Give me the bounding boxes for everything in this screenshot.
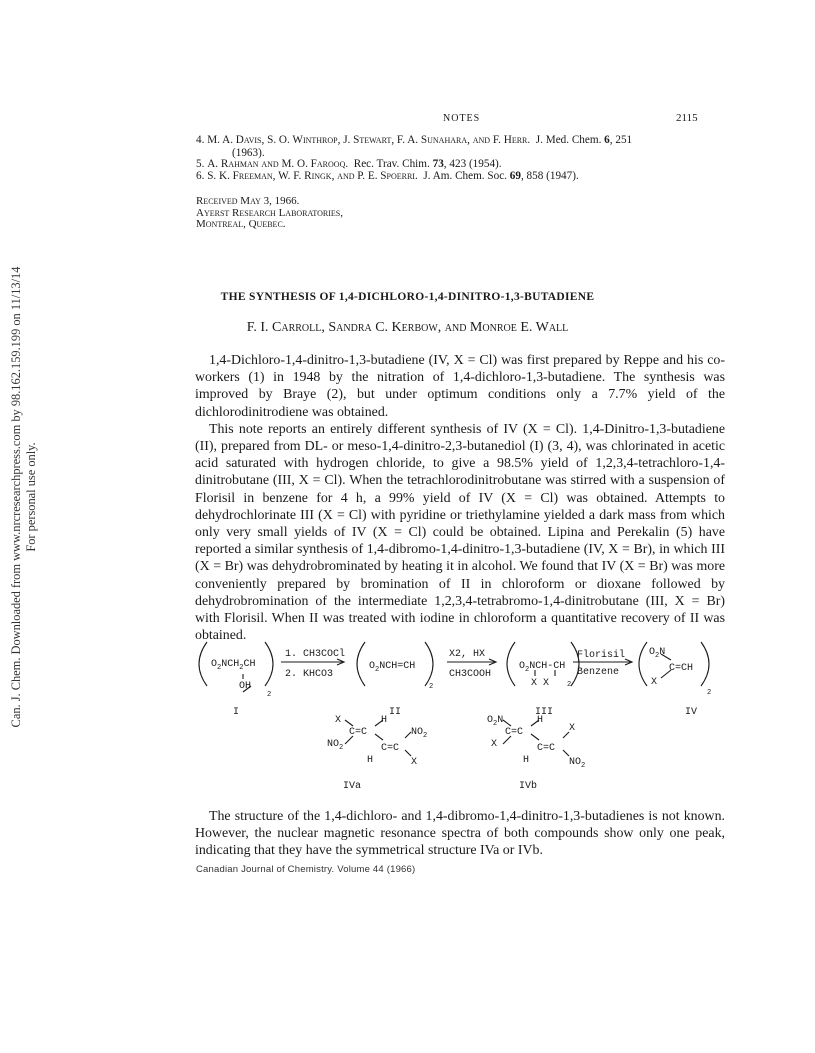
compound-iv-x: X — [651, 677, 658, 688]
compound-ii-formula: $O_2NCH=CH$ — [369, 661, 416, 674]
label-compound-iva: IVa — [343, 781, 362, 792]
reaction-scheme — [185, 640, 725, 810]
received-date: Received May 3, 1966. — [196, 195, 300, 207]
reference-year: (1947). — [546, 170, 579, 182]
reference-6 — [196, 170, 726, 183]
label-compound-ii: II — [389, 707, 402, 718]
compound-iv-no2: $O_2N$ — [649, 647, 666, 660]
bracket-i-left — [199, 642, 207, 686]
bracket-iii-right — [571, 642, 579, 686]
reference-pages: , 423 — [443, 158, 467, 170]
ivb-c2: C=C — [537, 743, 556, 754]
label-compound-iv: IV — [685, 707, 698, 718]
bracket-iv-left — [639, 642, 647, 686]
body-text-bottom — [195, 808, 725, 860]
reference-number: 4. — [196, 134, 205, 146]
bracket-ii-right — [425, 642, 433, 686]
compound-iv-subscript: 2 — [707, 689, 712, 697]
iva-h-bottom: H — [367, 755, 374, 766]
step-3-reagent-top: Florisil — [577, 650, 626, 661]
compound-iv-ccH: C=CH — [669, 663, 694, 674]
compound-iii-x: X X — [531, 678, 550, 689]
label-compound-iii: III — [535, 707, 554, 718]
paragraph-3: The structure of the 1,4-dichloro- and 1,4-dibromo-1,4-dinitro-1,3-butadienes is not known. However, the nuclear magnetic resonance spectra of both compounds show only one peak, indicating that they have the symmetrical structure IVa or IVb. — [195, 809, 725, 859]
step-1-reagent-top: 1. CH3COCl — [285, 649, 346, 660]
reference-number: 5. — [196, 158, 205, 170]
reference-volume: 69 — [509, 170, 521, 182]
ivb-h-top: H — [537, 715, 544, 726]
bracket-iv-right — [701, 642, 709, 686]
reference-volume: 6 — [604, 134, 610, 146]
received-city: Montreal, Quebec. — [196, 218, 286, 230]
reference-4 — [196, 134, 726, 159]
step-2-reagent-top: X2, HX — [449, 649, 486, 660]
iva-no2-right: $NO_2$ — [411, 727, 428, 740]
step-3-reagent-bottom: Benzene — [577, 667, 620, 678]
body-text-top — [195, 352, 725, 644]
download-notice-line1: Can. J. Chem. Downloaded from www.nrcresearchpress.com by 98.162.159.199 on 11/13/14 — [9, 266, 23, 728]
reference-pages: , 858 — [520, 170, 544, 182]
compound-ii-subscript: 2 — [429, 683, 434, 691]
bracket-ii-left — [357, 642, 365, 686]
compound-i-oh: OH — [239, 681, 252, 692]
download-notice-line2: For personal use only. — [24, 442, 38, 552]
iva-c1: C=C — [349, 727, 368, 738]
reference-journal: J. Am. Chem. Soc. — [423, 170, 507, 182]
reference-authors: A. Rahman and M. O. Farooq. — [207, 158, 349, 170]
ivb-x-right: X — [569, 723, 576, 734]
received-block — [196, 196, 343, 231]
journal-footer: Canadian Journal of Chemistry. Volume 44 (1966) — [196, 864, 416, 875]
reference-year: (1954). — [468, 158, 502, 170]
reference-volume: 73 — [432, 158, 444, 170]
received-lab: Ayerst Research Laboratories, — [196, 206, 344, 219]
iva-c2: C=C — [381, 743, 400, 754]
ivb-no2-bottom: $NO_2$ — [569, 757, 586, 770]
iva-no2-left: $NO_2$ — [327, 739, 344, 752]
iva-h-top: H — [381, 715, 388, 726]
label-compound-ivb: IVb — [519, 781, 538, 792]
compound-iii-formula: $O_2NCH-CH$ — [519, 661, 566, 674]
reference-journal: J. Med. Chem. — [535, 134, 602, 146]
ivb-c1: C=C — [505, 727, 524, 738]
reference-authors: S. K. Freeman, W. F. Ringk, and P. E. Spoerri. — [207, 170, 418, 182]
bracket-i-right — [265, 642, 273, 686]
reference-5 — [196, 158, 726, 171]
reference-journal: Rec. Trav. Chim. — [353, 158, 430, 170]
compound-i-subscript: 2 — [267, 691, 272, 699]
paragraph-2: This note reports an entirely different synthesis of IV (X = Cl). 1,4-Dinitro-1,3-butadiene (II), prepared from DL- or meso-1,4-dinitro-2,3-butanediol (I) (3, 4), was chlorinated in acetic acid saturated with hydrogen chloride, to give a 98.5% yield of 1,2,3,4-tetrachloro-1,4-dinitrobutane (III, X = Cl). When the tetrachlorodinitrobutane was stirred with a suspension of Florisil in benzene for 4 h, a 99% yield of IV (X = Cl) was obtained. Attempts to dehydrochlorinate III (X = Cl) with pyridine or triethylamine yielded a dark mass from which only very small yields of IV (X = Cl) could be obtained. Lipina and Perekalin (5) have reported a similar synthesis of 1,4-dibromo-1,4-dinitro-1,3-butadiene (IV, X = Br), in which III (X = Br) was dehydrobrominated by heating it in alcohol. We found that IV (X = Br) was more conveniently prepared by bromination of II in chloroform or dioxane followed by dehydrobromination of the intermediate 1,2,3,4-tetrabromo-1,4-dinitrobutane (III, X = Br) with Florisil. When II was treated with iodine in chloroform a quantitative recovery of II was obtained. — [195, 421, 725, 644]
step-2-reagent-bottom: CH3COOH — [449, 669, 492, 680]
compound-i-formula: $O_2NCH_2CH$ — [211, 659, 256, 672]
bracket-iii-left — [507, 642, 515, 686]
reference-authors: M. A. Davis, S. O. Winthrop, J. Stewart, F. A. Sunahara, and F. Herr. — [207, 134, 531, 146]
compound-iii-subscript: 2 — [567, 681, 572, 689]
label-compound-i: I — [233, 707, 240, 718]
step-1-reagent-bottom: 2. KHCO3 — [285, 669, 334, 680]
ivb-no2-top: $O_2N$ — [487, 715, 504, 728]
iva-x-top: X — [335, 715, 342, 726]
article-authors: F. I. Carroll, Sandra C. Kerbow, and Monroe E. Wall — [246, 320, 569, 335]
reference-year: (1963). — [232, 146, 265, 159]
running-header-section: NOTES — [443, 113, 481, 124]
paragraph-1: 1,4-Dichloro-1,4-dinitro-1,3-butadiene (IV, X = Cl) was first prepared by Reppe and his co-workers (1) in 1948 by the nitration of 1,4-dichloro-1,3-butadiene. The synthesis was improved by Braye (2), but under optimum conditions only a 7.7% yield of the dichlorodinitrodiene was obtained. — [195, 353, 725, 420]
page-number: 2115 — [676, 112, 698, 124]
ivb-h-bottom: H — [523, 755, 530, 766]
ivb-x-left: X — [491, 739, 498, 750]
article-title: THE SYNTHESIS OF 1,4-DICHLORO-1,4-DINITRO-1,3-BUTADIENE — [220, 291, 595, 303]
reference-pages: , 251 — [609, 134, 633, 146]
iva-x-bottom: X — [411, 757, 418, 768]
reference-number: 6. — [196, 170, 205, 182]
